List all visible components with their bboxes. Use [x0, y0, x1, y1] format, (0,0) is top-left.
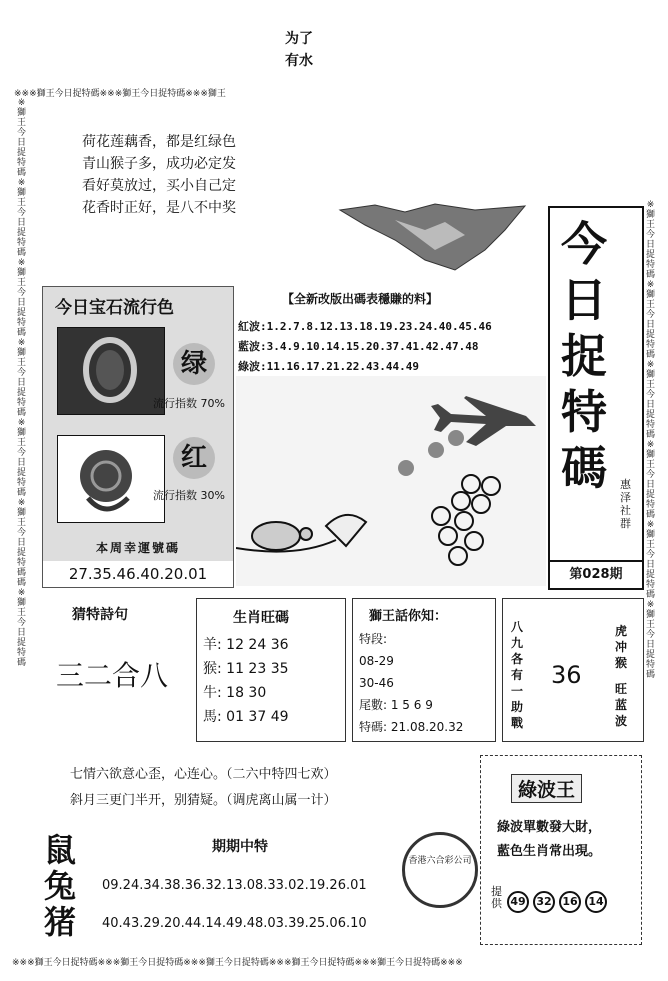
- zodiac-numbers: 12 24 36: [226, 637, 289, 653]
- issue-number: 第028期: [550, 560, 642, 588]
- lion-list: [359, 628, 495, 738]
- main-title: 今日捉特碼: [561, 217, 607, 495]
- tail-numbers: 尾數: 1 5 6 9: [359, 698, 433, 712]
- waves-heading: 【全新改版出碼表穩賺的料】: [282, 292, 439, 306]
- green-index: 流行指数 70%: [153, 397, 225, 410]
- lion-box: [352, 598, 496, 742]
- red-badge: 红: [173, 437, 215, 479]
- gem-title: 今日宝石流行色: [55, 298, 174, 318]
- side-box: [502, 598, 644, 742]
- zodiac-row: [203, 681, 345, 705]
- poem: [82, 131, 236, 219]
- green-wave-numbers: 綠波:11.16.17.21.22.43.44.49: [238, 360, 419, 373]
- side-right-column-1: 虎冲猴: [615, 624, 628, 670]
- special-numbers: 特碼: 21.08.20.32: [359, 720, 464, 734]
- plane-turtle-illustration: [236, 376, 546, 586]
- blue-wave-numbers: 藍波:3.4.9.10.14.15.20.37.41.42.47.48: [238, 340, 479, 353]
- zodiac-numbers: 18 30: [226, 685, 267, 701]
- riddle-text: 三二合八: [56, 659, 169, 692]
- company-stamp: 香港六合彩公司: [402, 832, 478, 908]
- zodiac-row: [203, 705, 345, 729]
- riddle-box: [48, 598, 188, 738]
- lucky-title: 本周幸運號碼: [95, 541, 180, 555]
- lion-title: 獅王話你知：: [369, 609, 448, 624]
- wave-king-lines: [497, 816, 601, 864]
- gem-panel: [42, 286, 234, 588]
- zodiac-title: 生肖旺碼: [233, 610, 289, 626]
- bottom-border-strip: ※※※獅王今日捉特碼※※※獅王今日捉特碼※※※獅王今日捉特碼※※※獅王今日捉特碼※※※獅王今日捉特碼※※※: [12, 958, 463, 968]
- side-left-column: 八九各有一助戰: [511, 620, 524, 730]
- poem-line: 看好莫放过，买小自己定: [82, 178, 236, 194]
- zodiac-list: [203, 633, 345, 729]
- zodiac-numbers: 01 37 49: [226, 709, 289, 725]
- riddle-title: 猜特詩句: [72, 607, 128, 623]
- period-row-2: 40.43.29.20.44.14.49.48.03.39.25.06.10: [102, 916, 367, 931]
- poem-line: 荷花莲藕香，都是红绿色: [82, 134, 236, 150]
- couplet-line: 七情六欲意心歪，心连心。（二六中特四七欢）: [70, 767, 337, 782]
- zodiac-label: 羊:: [203, 637, 222, 653]
- wave-king-line: 藍色生肖常出現。: [497, 844, 602, 859]
- left-border-strip: ※獅王今日捉特碼※獅王今日捉特碼※獅王今日捉特碼※獅王今日捉特碼※獅王今日捉特碼※獅王今日捉特碼碼※獅王今日捉特碼: [16, 98, 26, 668]
- zodiac-label: 猴:: [203, 661, 222, 677]
- wave-king-line: 綠波單數發大財，: [497, 820, 602, 835]
- header-line-2: 有水: [285, 53, 313, 69]
- provide-label: 提供: [491, 885, 502, 910]
- number-ball: 49: [507, 891, 529, 913]
- header-line-1: 为了: [285, 31, 313, 47]
- side-number: 36: [551, 661, 582, 689]
- rock-illustration: [335, 200, 535, 275]
- right-border-strip: ※獅王今日捉特碼※獅王今日捉特碼※獅王今日捉特碼※獅王今日捉特碼※獅王今日捉特碼※獅王今日捉特碼: [645, 200, 655, 680]
- number-ball: 32: [533, 891, 555, 913]
- gem-ring-image-2: [57, 435, 165, 523]
- couplet-line: 斜月三更门半开，别猜疑。（调虎离山属一计）: [70, 793, 337, 808]
- zodiac-label: 馬:: [203, 709, 222, 725]
- zodiac-row: [203, 633, 345, 657]
- green-badge: 绿: [173, 343, 215, 385]
- zodiac-label: 牛:: [203, 685, 222, 701]
- wave-king-box: [480, 755, 642, 945]
- lucky-numbers: 27.35.46.40.20.01: [43, 561, 233, 587]
- title-panel: [548, 206, 644, 590]
- range-2: 30-46: [359, 676, 394, 690]
- top-border-strip: ※※※獅王今日捉特碼※※※獅王今日捉特碼※※※獅王: [14, 89, 226, 99]
- red-wave-numbers: 紅波:1.2.7.8.12.13.18.19.23.24.40.45.46: [238, 320, 492, 333]
- number-ball: 14: [585, 891, 607, 913]
- animals-column: 鼠兔猪: [44, 831, 77, 941]
- wave-king-balls: [507, 890, 611, 913]
- couplet: [70, 762, 337, 814]
- period-title: 期期中特: [212, 839, 268, 855]
- red-index: 流行指数 30%: [153, 489, 225, 502]
- special-segment-label: 特段:: [359, 632, 388, 646]
- zodiac-numbers: 11 23 35: [226, 661, 289, 677]
- zodiac-row: [203, 657, 345, 681]
- number-ball: 16: [559, 891, 581, 913]
- poem-line: 花香时正好，是八不中奖: [82, 200, 236, 216]
- zodiac-box: [196, 598, 346, 742]
- poem-line: 青山猴子多，成功必定发: [82, 156, 236, 172]
- range-1: 08-29: [359, 654, 394, 668]
- period-row-1: 09.24.34.38.36.32.13.08.33.02.19.26.01: [102, 878, 367, 893]
- gem-ring-image: [57, 327, 165, 415]
- wave-king-title: 綠波王: [511, 774, 582, 803]
- side-right-column-2: 旺蓝波: [615, 682, 628, 728]
- publisher-label: 惠泽社群: [620, 478, 631, 530]
